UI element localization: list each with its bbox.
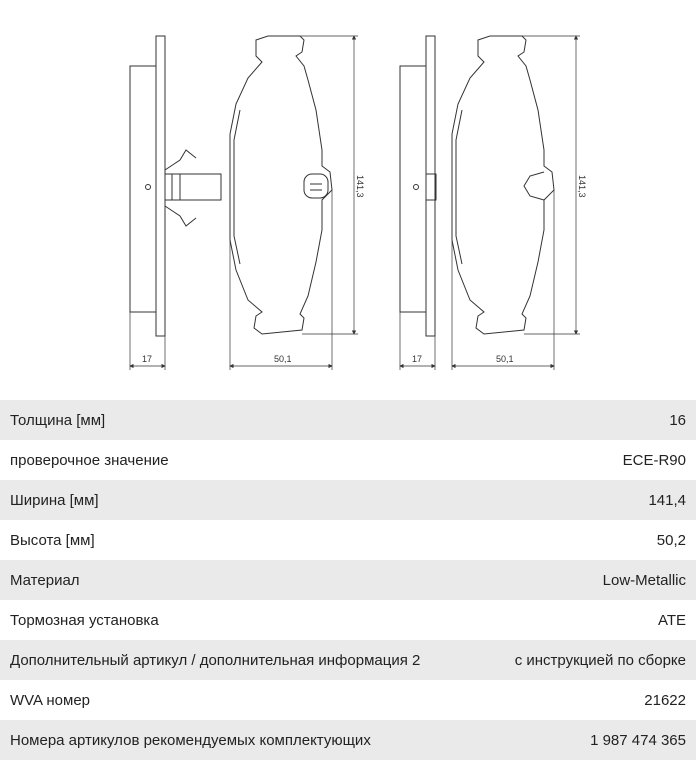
spec-row-width [0, 480, 696, 520]
spec-label: Толщина [мм] [10, 411, 106, 429]
right-pad-side-view [400, 36, 436, 336]
spec-row-material [0, 560, 696, 600]
right-pad-front-view [452, 36, 554, 334]
left-width-label: 50,1 [274, 354, 292, 364]
right-height-label: 141,3 [577, 175, 587, 198]
spec-value: 16 [669, 411, 686, 429]
spec-row-thickness [0, 400, 696, 440]
left-height-label: 141,3 [355, 175, 365, 198]
right-width-label: 50,1 [496, 354, 514, 364]
spec-value: ECE-R90 [622, 451, 686, 469]
spec-value: с инструкцией по сборке [514, 651, 686, 669]
spec-label: Дополнительный артикул / дополнительная информация 2 [10, 651, 421, 669]
spec-value: 50,2 [656, 531, 686, 549]
spec-label: WVA номер [10, 691, 91, 709]
right-thickness-label: 17 [412, 354, 423, 364]
spec-label: Материал [10, 571, 80, 589]
spec-value: 141,4 [648, 491, 686, 509]
spec-row-wva-number [0, 680, 696, 720]
right-dimensions [400, 36, 580, 370]
left-pad-side-view [130, 36, 221, 336]
spec-label: Высота [мм] [10, 531, 95, 549]
spec-row-additional-info [0, 640, 696, 680]
spec-value: 21622 [644, 691, 686, 709]
left-thickness-label: 17 [142, 354, 153, 364]
spec-value: ATE [657, 611, 686, 629]
spec-row-height [0, 520, 696, 560]
spec-label: проверочное значение [10, 451, 169, 469]
specs-table [0, 400, 696, 760]
spec-label: Тормозная установка [10, 611, 159, 629]
spec-value: Low-Metallic [602, 571, 686, 589]
spec-value: 1 987 474 365 [590, 731, 686, 749]
spec-row-accessories [0, 720, 696, 760]
spec-label: Номера артикулов рекомендуемых комплектующих [10, 731, 371, 749]
spec-row-brake-system [0, 600, 696, 640]
left-pad-front-view [230, 36, 332, 334]
spec-label: Ширина [мм] [10, 491, 99, 509]
spec-row-test-value [0, 440, 696, 480]
